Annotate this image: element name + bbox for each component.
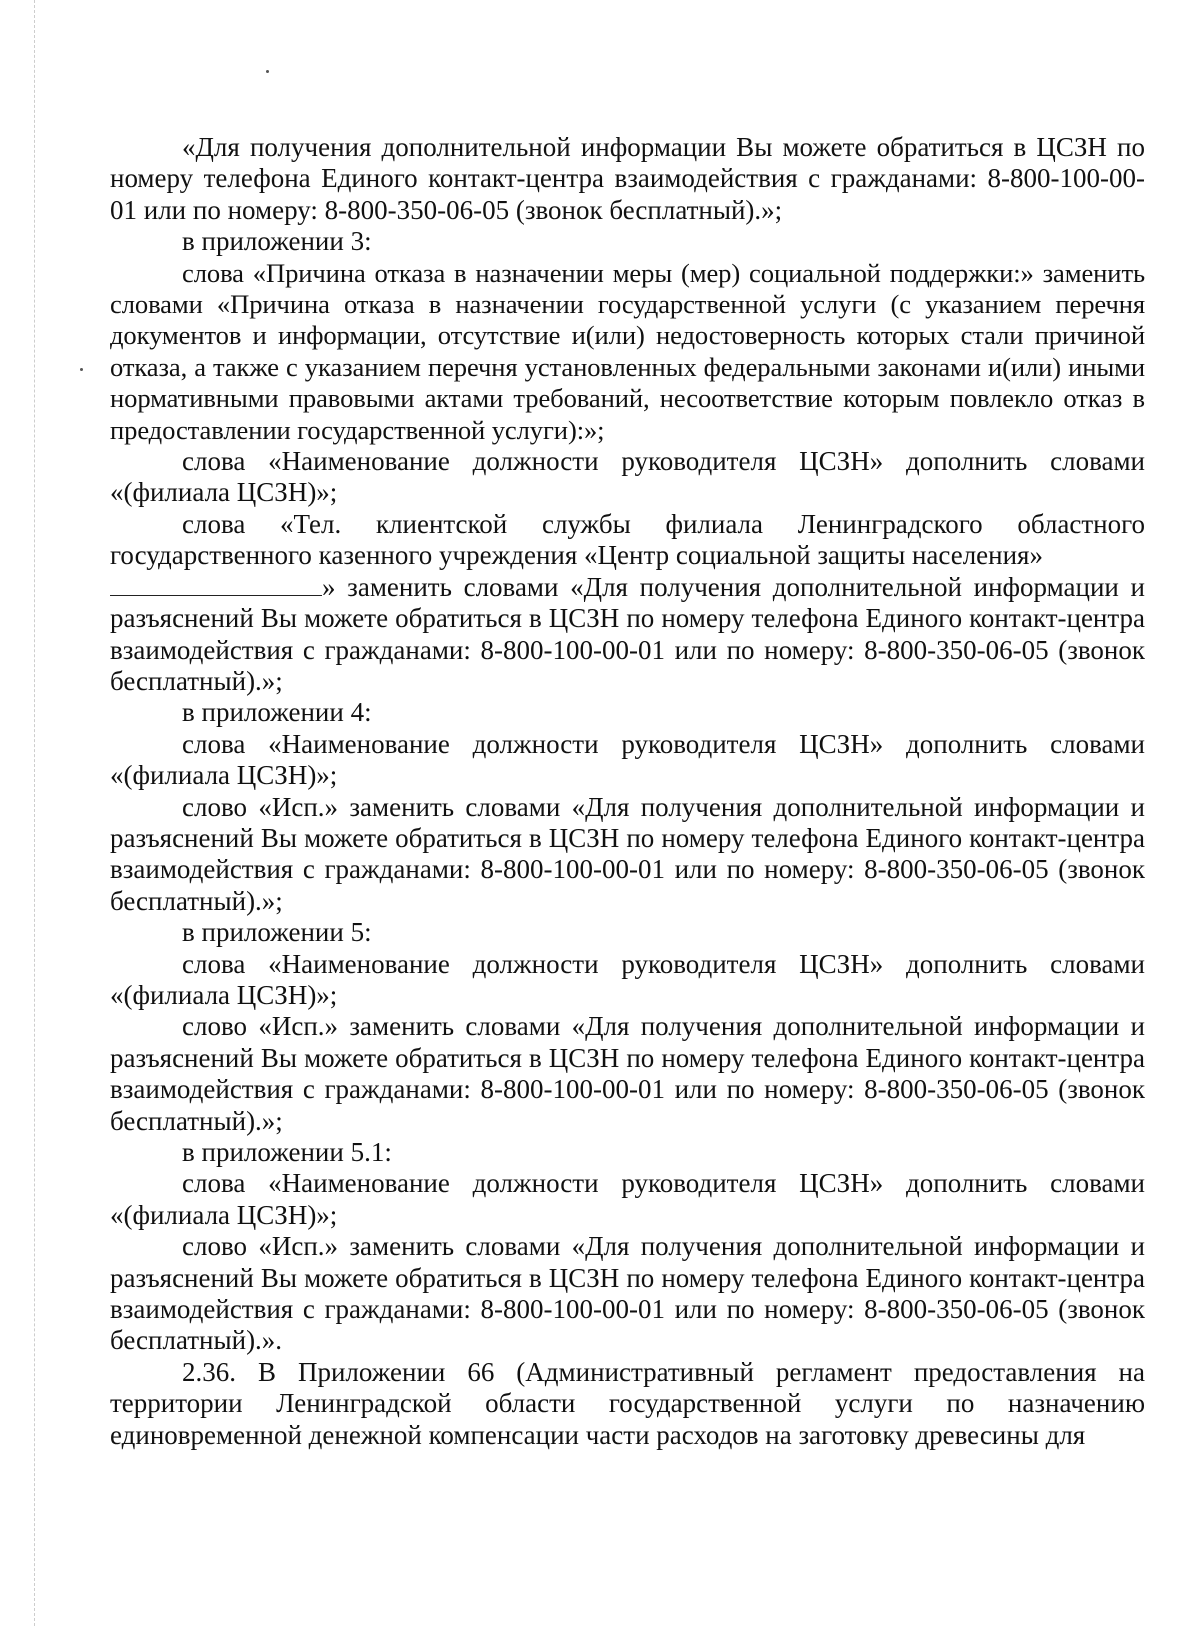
paragraph-section-2-36: 2.36. В Приложении 66 (Административный регламент предоставления на территории Ленинградской области государственной услуги по назначению единовременной денежной компенсации части расходов на заготовку древесины для: [110, 1356, 1145, 1450]
paragraph-isp-replace: слово «Исп.» заменить словами «Для получения дополнительной информации и разъяснений Вы можете обратиться в ЦСЗН по номеру телефона Единого контакт-центра взаимодействия с гражданами: 8-800-100-00-01 или по номеру: 8-800-350-06-05 (звонок бесплатный).»;: [110, 1011, 1145, 1136]
paragraph-intro-quote: «Для получения дополнительной информации Вы можете обратиться в ЦСЗН по номеру телефона Единого контакт-центра взаимодействия с гражданами: 8-800-100-00-01 или по номеру: 8-800-350-06-05 (звонок бесплатный).»;: [110, 132, 1145, 225]
scan-speck: [266, 70, 269, 73]
paragraph-replace-contact-text: » заменить словами «Для получения дополнительной информации и разъяснений Вы можете обратиться в ЦСЗН по номеру телефона Единого контакт-центра взаимодействия с гражданами: 8-800-100-00-01 или по номеру: 8-800-350-06-05 (звонок бесплатный).»;: [110, 571, 1145, 696]
paragraph-appendix-5-1: в приложении 5.1:: [182, 1137, 392, 1167]
scan-speck: [80, 368, 83, 371]
blank-underline: [110, 573, 322, 596]
paragraph-replace-contact: [110, 572, 1145, 698]
paragraph-isp-replace: слово «Исп.» заменить словами «Для получения дополнительной информации и разъяснений Вы можете обратиться в ЦСЗН по номеру телефона Единого контакт-центра взаимодействия с гражданами: 8-800-100-00-01 или по номеру: 8-800-350-06-05 (звонок бесплатный).».: [110, 1231, 1145, 1356]
paragraph-isp-replace: слово «Исп.» заменить словами «Для получения дополнительной информации и разъяснений Вы можете обратиться в ЦСЗН по номеру телефона Единого контакт-центра взаимодействия с гражданами: 8-800-100-00-01 или по номеру: 8-800-350-06-05 (звонок бесплатный).»;: [110, 791, 1145, 916]
paragraph-position-name: слова «Наименование должности руководителя ЦСЗН» дополнить словами «(филиала ЦСЗН)»;: [110, 728, 1145, 791]
paragraph-position-name: слова «Наименование должности руководителя ЦСЗН» дополнить словами «(филиала ЦСЗН)»;: [110, 446, 1145, 508]
document-page: [110, 132, 1145, 1451]
paragraph-position-name: слова «Наименование должности руководителя ЦСЗН» дополнить словами «(филиала ЦСЗН)»;: [110, 948, 1145, 1010]
paragraph-appendix-3: в приложении 3:: [182, 226, 372, 257]
paragraph-client-service-phone: слова «Тел. клиентской службы филиала Ленинградского областного государственного казенного учреждения «Центр социальной защиты населения»: [110, 508, 1145, 571]
paragraph-appendix-5: в приложении 5:: [182, 917, 372, 948]
paragraph-position-name: слова «Наименование должности руководителя ЦСЗН» дополнить словами «(филиала ЦСЗН)»;: [110, 1168, 1145, 1230]
paragraph-appendix-4: в приложении 4:: [182, 697, 372, 728]
paragraph-refusal-reason: слова «Причина отказа в назначении меры (мер) социальной поддержки:» заменить словами «Причина отказа в назначении государственной услуги (с указанием перечня документов и информации, отсутствие и(или) недостоверность которых стали причиной отказа, а также с указанием перечня установленных федеральными законами и(или) иными нормативными правовыми актами требований, несоответствие которым повлекло отказ в предоставлении государственной услуги):»;: [110, 257, 1145, 445]
scan-edge-line: [34, 0, 36, 1626]
